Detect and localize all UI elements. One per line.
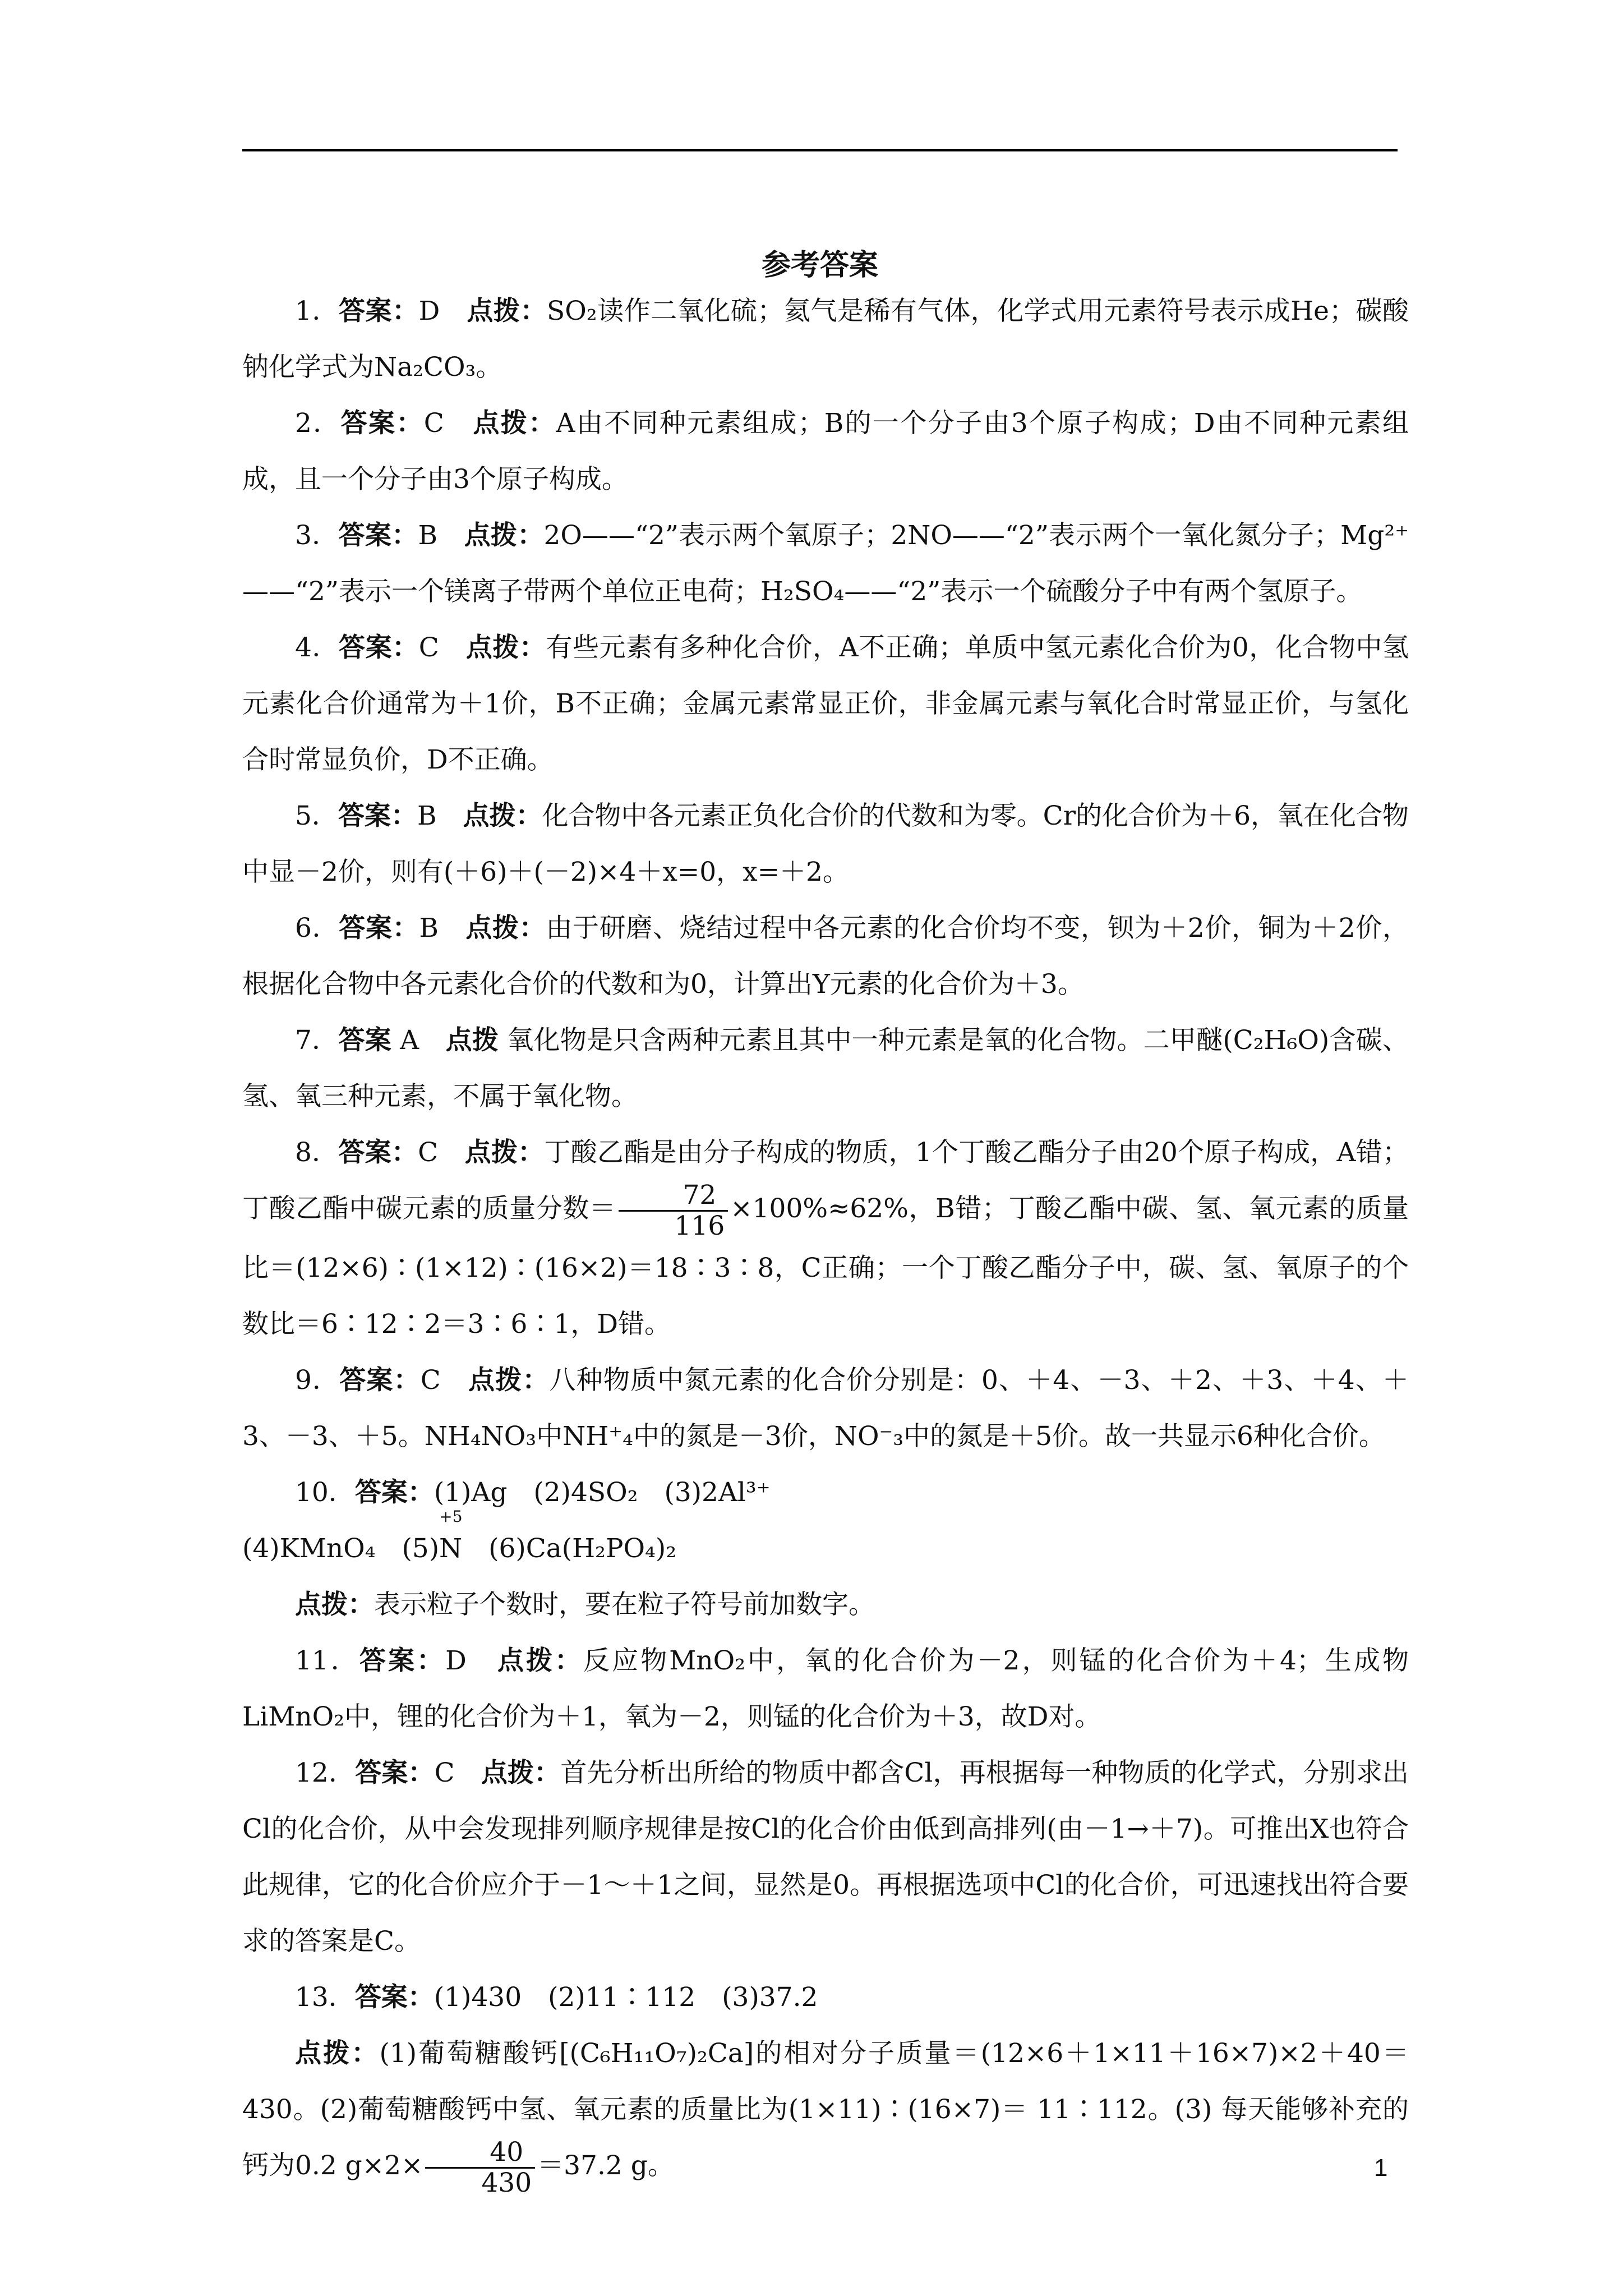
answer-item-10-hint: 点拨：表示粒子个数时，要在粒子符号前加数字。 [295, 1589, 875, 1621]
fraction-40-430: $\frac{40}{430}$ [425, 2138, 535, 2197]
page-title: 参考答案 [761, 248, 878, 282]
answer-item-13-hint: 点拨：(1)葡萄糖酸钙[(C₆H₁₁O₇)₂Ca]的相对分子质量＝(12×6＋1×11＋16×7)×2＋40＝430。(2)葡萄糖酸钙中氢、氧元素的质量比为(1×11)∶(16×7)＝ 11∶112。(3) 每天能够补充的钙为0.2 g×2× $\frac{40}{430}$ ＝37.2 g。 [242, 2038, 1409, 2199]
answer-item-12: 12．答案：C 点拨：首先分析出所给的物质中都含Cl，再根据每一种物质的化学式，分别求出Cl的化合价，从中会发现排列顺序规律是按Cl的化合价由低到高排列(由－1→＋7)。可推出X也符合此规律，它的化合价应介于－1～＋1之间，显然是0。再根据选项中Cl的化合价，可迅速找出符合要求的答案是C。 [242, 1757, 1409, 1957]
answer-item-4: 4．答案：C 点拨：有些元素有多种化合价，A不正确；单质中氢元素化合价为0，化合物中氢元素化合价通常为＋1价，B不正确；金属元素常显正价，非金属元素与氧化合时常显正价，与氢化合时常显负价，D不正确。 [242, 632, 1409, 775]
page-number: 1 [1374, 2154, 1388, 2182]
answer-item-7: 7．答案 A 点拨 氧化物是只含两种元素且其中一种元素是氧的化合物。二甲醚(C₂H₆O)含碳、氢、氧三种元素，不属于氧化物。 [242, 1025, 1409, 1112]
answer-item-10: 10．答案：(1)Ag (2)4SO₂ (3)2Al³⁺ [295, 1477, 771, 1508]
nitrogen-valence: +5 N [439, 1507, 463, 1565]
answer-item-10-row2: (4)KMnO₄ (5) +5 N (6)Ca(H₂PO₄)₂ [242, 1521, 1409, 1577]
answer-item-11: 11．答案：D 点拨：反应物MnO₂中，氧的化合价为－2，则锰的化合价为＋4；生成物LiMnO₂中，锂的化合价为＋1，氧为－2，则锰的化合价为＋3，故D对。 [242, 1645, 1409, 1733]
answer-item-3: 3．答案：B 点拨：2O——“2”表示两个氧原子；2NO——“2”表示两个一氧化氮分子；Mg²⁺——“2”表示一个镁离子带两个单位正电荷；H₂SO₄——“2”表示一个硫酸分子中有两个氢原子。 [242, 520, 1409, 607]
answer-item-6: 6．答案：B 点拨：由于研磨、烧结过程中各元素的化合价均不变，钡为＋2价，铜为＋2价，根据化合物中各元素化合价的代数和为0，计算出Y元素的化合价为＋3。 [242, 913, 1409, 1000]
answer-item-2: 2．答案：C 点拨：A由不同种元素组成；B的一个分子由3个原子构成；D由不同种元素组成，且一个分子由3个原子构成。 [242, 408, 1409, 495]
answer-list [242, 283, 1409, 2198]
answer-item-5: 5．答案：B 点拨：化合物中各元素正负化合价的代数和为零。Cr的化合价为＋6，氧在化合物中显－2价，则有(＋6)＋(－2)×4＋x=0，x=＋2。 [242, 800, 1409, 887]
answer-item-8: 8．答案：C 点拨：丁酸乙酯是由分子构成的物质，1个丁酸乙酯分子由20个原子构成，A错；丁酸乙酯中碳元素的质量分数＝ $\frac{72}{116}$ ×100%≈62%，B错；丁酸乙酯中碳、氢、氧元素的质量比＝(12×6)∶(1×12)∶(16×2)＝18∶3∶8，C正确；一个丁酸乙酯分子中，碳、氢、氧原子的个数比＝6∶12∶2＝3∶6∶1，D错。 [242, 1137, 1409, 1340]
answer-item-13: 13．答案：(1)430 (2)11∶112 (3)37.2 [295, 1982, 818, 2013]
fraction-72-116: $\frac{72}{116}$ [619, 1181, 728, 1240]
header-rule [242, 149, 1398, 151]
answer-item-9: 9．答案：C 点拨：八种物质中氮元素的化合价分别是：0、＋4、－3、＋2、＋3、＋4、＋3、－3、＋5。NH₄NO₃中NH⁺₄中的氮是－3价，NO⁻₃中的氮是＋5价。故一共显示6种化合价。 [242, 1365, 1409, 1452]
answer-item-1: 1．答案：D 点拨：SO₂读作二氧化硫；氦气是稀有气体，化学式用元素符号表示成He；碳酸钠化学式为Na₂CO₃。 [242, 296, 1409, 383]
